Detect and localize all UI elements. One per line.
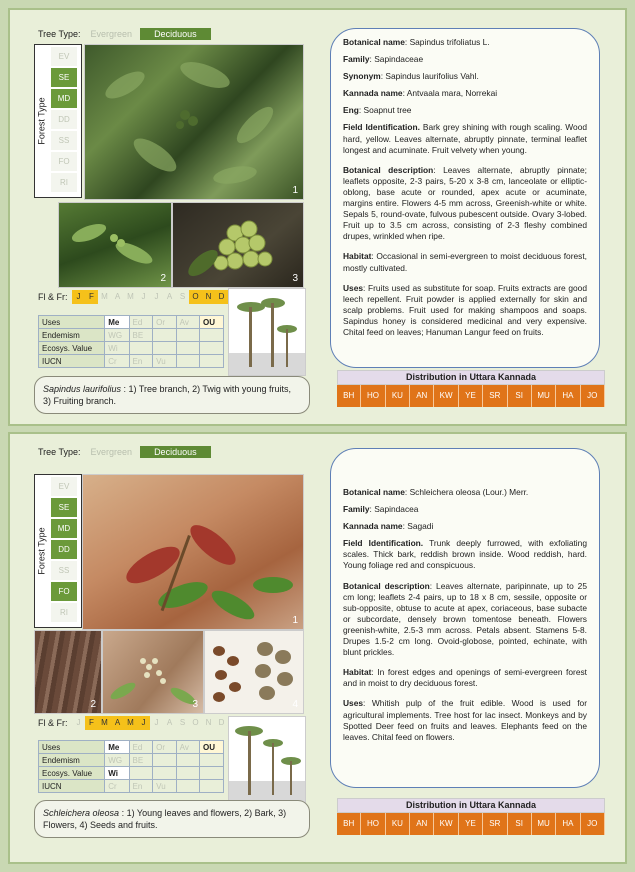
forest-type-se: SE — [51, 68, 77, 87]
month-cell: D — [218, 718, 225, 727]
section-text: In forest edges and openings of semi-evergreen forest and in moist to dry deciduous forest. — [343, 667, 587, 689]
uses-cell — [153, 342, 176, 355]
uses-cell: En — [129, 780, 153, 793]
description-panel — [330, 448, 600, 788]
evergreen-option: Evergreen — [90, 447, 133, 457]
uses-cell: Vu — [153, 355, 176, 368]
uses-row-label: IUCN — [39, 780, 105, 793]
section-text: Soapnut tree — [363, 105, 412, 116]
photo-number: 2 — [160, 273, 166, 284]
section-text: Sapindus trifoliatus L. — [409, 37, 490, 47]
uses-row — [39, 342, 224, 355]
caption-species: Sapindus laurifolius — [43, 384, 122, 394]
photo-tree-branch — [84, 44, 304, 200]
distribution-cell: JO — [581, 813, 605, 835]
species-card-2 — [8, 432, 627, 864]
section-label: Habitat — [343, 667, 372, 678]
uses-cell: Cr — [105, 355, 129, 368]
forest-type-fo: FO — [51, 152, 77, 171]
photo-bark — [34, 630, 102, 714]
uses-row-label: Ecosys. Value — [39, 767, 105, 780]
photo-caption — [34, 376, 310, 414]
leaf-foliage-graphic — [85, 45, 303, 199]
tree-type-label: Tree Type: — [38, 29, 81, 39]
section-text: Sapindacea — [374, 504, 419, 515]
distribution-cell: KU — [386, 813, 410, 835]
deciduous-option: Deciduous — [140, 446, 211, 458]
photo-twig-young-fruits — [58, 202, 172, 288]
section-text: Fruits used as substitute for soap. Fruits extracts are good leech repellent. Fruit powder is applied externally for skin and scalp problems. Fruit used for making shampoos and soaps. Sapindus honey is considered medicinal and very expensive. Chital feed on leaves; Hanuman Langur feed on fruits. — [343, 282, 587, 337]
forest-type-box — [34, 474, 82, 628]
tree-silhouette-image — [228, 288, 306, 376]
distribution-cell: KW — [434, 385, 458, 407]
uses-cell: OU — [200, 741, 224, 754]
month-cell: A — [166, 718, 173, 727]
description-section: Botanical description: Leaves alternate, paripinnate, up to 25 cm long; leaflets 2-4 pairs, up to 18 x 8 cm, sessile, opposite or sub-opposite, obtuse to acute at apex, coriaceous, base subacte or subcordate, densely brown tomentose beneath. Flowers greenish-white, 2.5-3 mm across. Petals absent. Stamens 5-8. Drupes 1.5-2 cm long. Ovoid-globose, pointed, echinate, with blunt prickles. — [343, 580, 587, 658]
uses-cell: Me — [105, 316, 129, 329]
uses-row — [39, 355, 224, 368]
forest-type-ev: EV — [51, 477, 77, 496]
forest-type-ev: EV — [51, 47, 77, 66]
uses-cell: WG — [105, 329, 129, 342]
uses-cell: WG — [105, 754, 129, 767]
section-text: Sapindus laurifolius Vahl. — [385, 71, 479, 82]
description-section: Botanical name: Schleichera oleosa (Lour.) Merr. — [343, 487, 529, 497]
uses-cell — [176, 780, 199, 793]
month-cell: N — [205, 718, 212, 727]
forest-type-dd: DD — [51, 540, 77, 559]
caption-text: : 1) Young leaves and flowers, 2) Bark, 3) Flowers, 4) Seeds and fruits. — [43, 808, 287, 831]
uses-cell: OU — [200, 316, 224, 329]
section-label: Field Identification. — [343, 538, 424, 549]
uses-cell — [176, 355, 199, 368]
uses-cell — [153, 767, 176, 780]
uses-cell — [176, 329, 199, 342]
section-label: Family — [343, 504, 370, 515]
forest-type-se: SE — [51, 498, 77, 517]
tree-type-row — [38, 26, 211, 42]
deciduous-option: Deciduous — [140, 28, 211, 40]
forest-type-ss: SS — [51, 561, 77, 580]
uses-cell: Cr — [105, 780, 129, 793]
section-label: Uses — [343, 282, 364, 293]
tree-silhouette-graphic — [229, 717, 305, 803]
photo-young-leaves-flowers — [82, 474, 304, 630]
distribution-cell: SI — [508, 813, 532, 835]
species-card-1 — [8, 8, 627, 426]
uses-row-label: Uses — [39, 316, 105, 329]
tree-silhouette-image — [228, 716, 306, 804]
description-panel — [330, 28, 600, 368]
distribution-cell: BH — [337, 813, 361, 835]
distribution-cell: BH — [337, 385, 361, 407]
uses-cell: Vu — [153, 780, 176, 793]
description-section: Family: Sapindacea — [343, 504, 419, 515]
photo-fruiting-branch — [172, 202, 304, 288]
uses-cell — [176, 342, 199, 355]
uses-table — [38, 740, 224, 793]
young-leaves-graphic — [83, 475, 303, 629]
distribution-title: Distribution in Uttara Kannada — [337, 798, 605, 813]
month-cell: F — [85, 716, 98, 730]
uses-row-label: Endemism — [39, 329, 105, 342]
uses-cell: Or — [153, 316, 176, 329]
uses-cell: Ed — [129, 316, 153, 329]
uses-row — [39, 316, 224, 329]
uses-cell — [129, 767, 153, 780]
month-cell: F — [85, 290, 98, 304]
uses-cell: En — [129, 355, 153, 368]
month-cell: S — [179, 292, 186, 301]
flfr-label: Fl & Fr: — [38, 718, 68, 728]
distribution-table — [337, 798, 605, 835]
section-text: Bark grey shining with rough scaling. Wood hard, yellow. Leaves alternate, abruptly pinnate, terminal leaflet longest and acuminate. Fruit velvety when young. — [343, 122, 588, 155]
month-cell: J — [137, 716, 150, 730]
section-label: Eng — [343, 105, 359, 116]
section-label: Synonym — [343, 71, 381, 82]
section-label: Botanical description — [343, 580, 430, 591]
uses-cell — [200, 780, 224, 793]
month-cell: M — [124, 716, 137, 730]
month-cell: D — [215, 290, 228, 304]
section-text: Sapindaceae — [374, 54, 424, 65]
forest-type-ri: RI — [51, 173, 77, 192]
month-cell: O — [189, 290, 202, 304]
caption-text: : 1) Tree branch, 2) Twig with young fruits, 3) Fruiting branch. — [43, 384, 291, 407]
section-text: Occasional in semi-evergreen to moist deciduous forest, mostly cultivated. — [343, 251, 587, 273]
uses-cell: BE — [129, 329, 153, 342]
month-cell: J — [154, 718, 159, 727]
uses-cell — [153, 754, 176, 767]
section-text: Trunk deeply furrowed, with exfoliating scales. Thick bark, reddish brown inside. Wood reddish, hard. Young foliage red and conspicuous. — [343, 538, 587, 571]
distribution-table — [337, 370, 605, 407]
photo-number: 1 — [292, 615, 298, 626]
month-cell: A — [114, 292, 121, 301]
description-section: Habitat: In forest edges and openings of semi-evergreen forest and in moist to dry deciduous forest. — [343, 667, 587, 689]
forest-type-ss: SS — [51, 131, 77, 150]
uses-cell: Wi — [105, 767, 129, 780]
description-section: Synonym: Sapindus laurifolius Vahl. — [343, 71, 479, 82]
section-label: Family — [343, 54, 370, 65]
distribution-cell: AN — [410, 385, 434, 407]
description-section: Eng: Soapnut tree — [343, 105, 412, 116]
section-label: Habitat — [343, 251, 372, 262]
description-section — [343, 538, 587, 571]
forest-type-ri: RI — [51, 603, 77, 622]
tree-silhouette-graphic — [229, 289, 305, 375]
month-cell: A — [111, 716, 124, 730]
section-label: Uses — [343, 698, 364, 709]
distribution-cell: HO — [361, 385, 385, 407]
forest-type-box — [34, 44, 82, 198]
photo-caption — [34, 800, 310, 838]
uses-cell — [176, 767, 199, 780]
seeds-graphic — [205, 631, 303, 713]
uses-cell: Wi — [105, 342, 129, 355]
distribution-cell: JO — [581, 385, 605, 407]
month-cell: J — [72, 290, 85, 304]
photo-number: 3 — [192, 699, 198, 710]
description-section: Habitat: Occasional in semi-evergreen to moist deciduous forest, mostly cultivated. — [343, 251, 587, 273]
distribution-title: Distribution in Uttara Kannada — [337, 370, 605, 385]
uses-cell: BE — [129, 754, 153, 767]
month-cell: N — [202, 290, 215, 304]
fruit-cluster-graphic — [173, 203, 303, 287]
uses-cell: Or — [153, 741, 176, 754]
section-text: Schleichera oleosa (Lour.) Merr. — [409, 487, 529, 497]
section-text: Sagadi — [407, 521, 434, 532]
month-cell: S — [179, 718, 186, 727]
uses-cell — [200, 355, 224, 368]
description-section: Botanical description: Leaves alternate, abruptly pinnate; leaflets opposite, 2-3 pairs, 5-20 x 3-8 cm, lanceolate or elliptic-oblong, base acute or rounded, apex acute or acuminate, margins entire. Flowers 4-5 mm across, Greenish-white or white. Sepals 5, round-ovate, fulvous pubescent outside. Ovary 3-lobed. Fruit up to 3.5 cm across, consisting of 2-3 fleshy combined drupes, wrinkled when ripe. — [343, 164, 587, 242]
forest-type-label: Forest Type — [37, 527, 48, 575]
photo-seeds-fruits — [204, 630, 304, 714]
month-cell: M — [101, 292, 108, 301]
section-text: Leaves alternate, paripinnate, up to 25 cm long; leaflets 2-4 pairs, up to 18 x 8 cm, sessile, opposite or sub-opposite, obtuse to acute at apex, coriaceous, base subacte or subcordate, densely brown tomentose beneath. Flowers greenish-white, 2.5-3 mm across. Petals absent. Stamens 5-8. Drupes 1.5-2 cm long. Ovoid-globose, pointed, echinate, with blunt prickles. — [343, 580, 587, 658]
description-section: Uses: Whitish pulp of the fruit edible. Wood is used for agricultural implements. Tree host for lac insect. Monkeys and by Spotted Deer feed on fruits and leaves. Elephants feed on the leaves. Chital feed on flowers. — [343, 698, 587, 742]
uses-row-label: Ecosys. Value — [39, 342, 105, 355]
description-section: Botanical name: Sapindus trifoliatus L. — [343, 37, 490, 47]
description-section — [343, 122, 587, 155]
distribution-cell: YE — [459, 813, 483, 835]
flowering-fruiting-months — [38, 716, 228, 730]
uses-row-label: Endemism — [39, 754, 105, 767]
section-label: Field Identification. — [343, 122, 420, 133]
section-text: Antvaala mara, Norrekai — [406, 88, 498, 99]
distribution-cell: HO — [361, 813, 385, 835]
uses-cell — [129, 342, 153, 355]
flowering-fruiting-months — [38, 290, 228, 304]
evergreen-option: Evergreen — [90, 29, 133, 39]
distribution-cell: AN — [410, 813, 434, 835]
uses-cell — [200, 329, 224, 342]
caption-species: Schleichera oleosa — [43, 808, 120, 818]
section-label: Botanical description — [343, 164, 434, 175]
forest-type-md: MD — [51, 519, 77, 538]
distribution-cell: HA — [556, 385, 580, 407]
uses-cell: Ed — [129, 741, 153, 754]
uses-cell — [200, 767, 224, 780]
uses-cell — [153, 329, 176, 342]
section-label: Kannada name — [343, 88, 403, 99]
uses-cell: Me — [105, 741, 129, 754]
forest-type-label: Forest Type — [37, 97, 48, 145]
tree-type-row — [38, 444, 211, 460]
description-section: Family: Sapindaceae — [343, 54, 424, 65]
month-cell: J — [76, 718, 81, 727]
description-section: Kannada name: Sagadi — [343, 521, 434, 532]
month-cell: M — [127, 292, 134, 301]
distribution-cell: SR — [483, 385, 507, 407]
description-section: Kannada name: Antvaala mara, Norrekai — [343, 88, 498, 99]
section-text: Whitish pulp of the fruit edible. Wood is used for agricultural implements. Tree host for lac insect. Monkeys and by Spotted Deer feed on fruits and leaves. Elephants feed on the leaves. Chital feed on flowers. — [343, 698, 587, 742]
distribution-cell: MU — [532, 385, 556, 407]
description-section: Uses: Fruits used as substitute for soap. Fruits extracts are good leech repellent. Fruit powder is applied externally for skin and scalp problems. Fruit used for making shampoos and soaps. Sapindus honey is considered medicinal and very expensive. Chital feed on leaves; Hanuman Langur feed on fruits. — [343, 282, 587, 337]
distribution-cell: MU — [532, 813, 556, 835]
photo-number: 1 — [292, 185, 298, 196]
forest-type-dd: DD — [51, 110, 77, 129]
section-text: Leaves alternate, abruptly pinnate; leaflets opposite, 2-3 pairs, 5-20 x 3-8 cm, lanceolate or elliptic-oblong, base acute or rounded, apex acute or acuminate, margins entire. Flowers 4-5 mm across, Greenish-white or white. Sepals 5, round-ovate, fulvous pubescent outside. Ovary 3-lobed. Fruit up to 3.5 cm across, consisting of 2-3 fleshy combined drupes, wrinkled when ripe. — [343, 164, 587, 242]
photo-number: 3 — [292, 273, 298, 284]
section-label: Botanical name — [343, 37, 405, 47]
uses-table — [38, 315, 224, 368]
section-label: Botanical name — [343, 487, 405, 497]
month-cell: J — [154, 292, 159, 301]
forest-type-fo: FO — [51, 582, 77, 601]
uses-row — [39, 741, 224, 754]
photo-number: 2 — [90, 699, 96, 710]
distribution-cell: SR — [483, 813, 507, 835]
month-cell: M — [98, 716, 111, 730]
month-cell: J — [141, 292, 146, 301]
month-cell: O — [192, 718, 199, 727]
uses-row — [39, 329, 224, 342]
flower-cluster-graphic — [103, 631, 203, 713]
uses-cell — [200, 342, 224, 355]
distribution-cell: KW — [434, 813, 458, 835]
distribution-cell: HA — [556, 813, 580, 835]
distribution-cell: SI — [508, 385, 532, 407]
uses-row — [39, 754, 224, 767]
uses-cell: Av — [176, 316, 199, 329]
month-cell: A — [166, 292, 173, 301]
photo-flowers — [102, 630, 204, 714]
uses-row-label: IUCN — [39, 355, 105, 368]
photo-number: 4 — [292, 699, 298, 710]
uses-cell — [200, 754, 224, 767]
uses-row — [39, 767, 224, 780]
uses-cell — [176, 754, 199, 767]
flfr-label: Fl & Fr: — [38, 292, 68, 302]
uses-row-label: Uses — [39, 741, 105, 754]
distribution-cell: YE — [459, 385, 483, 407]
uses-cell: Av — [176, 741, 199, 754]
twig-graphic — [59, 203, 171, 287]
tree-type-label: Tree Type: — [38, 447, 81, 457]
uses-row — [39, 780, 224, 793]
section-label: Kannada name — [343, 521, 403, 532]
forest-type-md: MD — [51, 89, 77, 108]
distribution-cell: KU — [386, 385, 410, 407]
